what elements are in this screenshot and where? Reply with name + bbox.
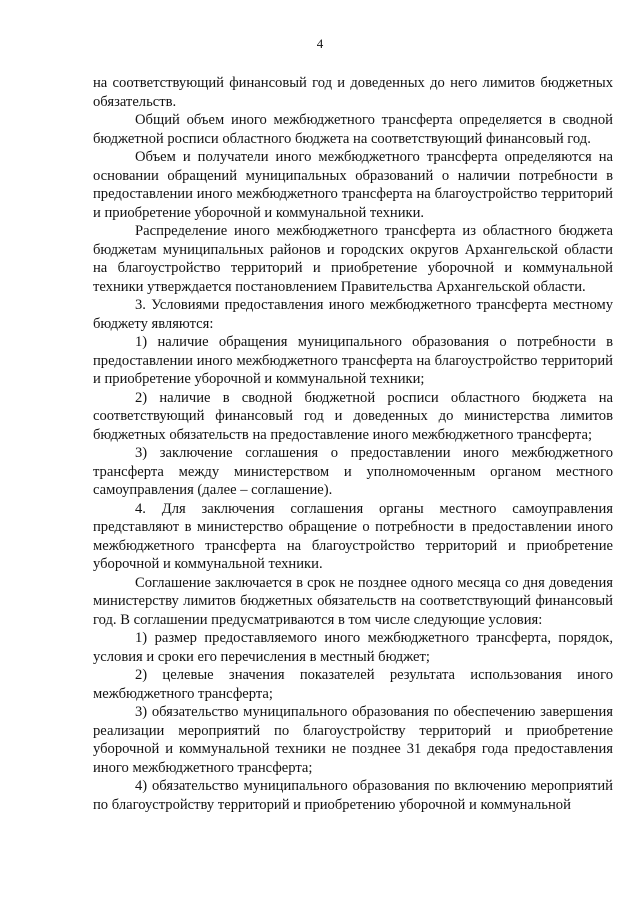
- list-item-4-2: 2) целевые значения показателей результата использования иного межбюджетного трансферта;: [93, 667, 613, 702]
- page-number: 4: [316, 36, 324, 51]
- list-item-4-3: 3) обязательство муниципального образования по обеспечению завершения реализации мероприятий по благоустройству территорий и приобретение уборочной и коммунальной техники не позднее 31 декабря года предоставления иного межбюджетного трансферта;: [93, 704, 613, 776]
- paragraph-section-4: 4. Для заключения соглашения органы местного самоуправления представляют в министерство обращение о потребности в предоставлении иного межбюджетного трансферта на благоустройство территорий и приобретение уборочной и коммунальной техники.: [93, 500, 613, 572]
- list-item-3-1: 1) наличие обращения муниципального образования о потребности в предоставлении иного межбюджетного трансферта на благоустройство территорий и приобретение уборочной и коммунальной техники;: [93, 334, 613, 387]
- paragraph-agreement: Соглашение заключается в срок не позднее одного месяца со дня доведения министерству лимитов бюджетных обязательств на соответствующий финансовый год. В соглашении предусматриваются в том числе следующие условия:: [93, 574, 613, 628]
- paragraph-total-volume: Общий объем иного межбюджетного трансферта определяется в сводной бюджетной росписи областного бюджета на соответствующий финансовый год.: [93, 112, 613, 147]
- list-item-4-1: 1) размер предоставляемого иного межбюджетного трансферта, порядок, условия и сроки его перечисления в местный бюджет;: [93, 630, 613, 665]
- paragraph-section-3: 3. Условиями предоставления иного межбюджетного трансферта местному бюджету являются:: [93, 297, 613, 332]
- paragraph-continuation: на соответствующий финансовый год и доведенных до него лимитов бюджетных обязательств.: [93, 75, 613, 110]
- list-item-3-2: 2) наличие в сводной бюджетной росписи областного бюджета на соответствующий финансовый год и доведенных до министерства лимитов бюджетных обязательств на предоставление иного межбюджетного трансферта;: [93, 389, 613, 443]
- paragraph-recipients: Объем и получатели иного межбюджетного трансферта определяются на основании обращений муниципальных образований о наличии потребности в предоставлении иного межбюджетного трансферта на благоустройство территорий и приобретение уборочной и коммунальной техники.: [93, 149, 613, 221]
- list-item-4-4: 4) обязательство муниципального образования по включению мероприятий по благоустройству территорий и приобретению уборочной и коммунальной: [93, 778, 613, 813]
- document-body: [93, 74, 613, 814]
- paragraph-distribution: Распределение иного межбюджетного трансферта из областного бюджета бюджетам муниципальных районов и городских округов Архангельской области на благоустройство территорий и приобретение уборочной и коммунальной техники утверждается постановлением Правительства Архангельской области.: [93, 223, 613, 295]
- list-item-3-3: 3) заключение соглашения о предоставлении иного межбюджетного трансферта между министерством и уполномоченным органом местного самоуправления (далее – соглашение).: [93, 445, 613, 498]
